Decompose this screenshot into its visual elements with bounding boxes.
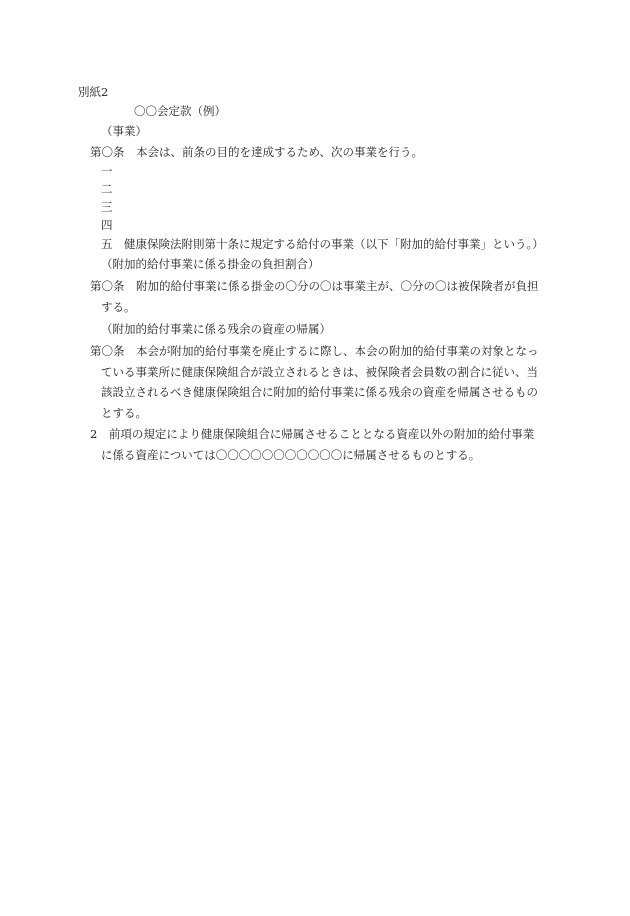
section-heading-contribution: （附加的給付事業に係る掛金の負担割合）: [101, 257, 320, 271]
paragraph-line: 2 前項の規定により健康保険組合に帰属させることとなる資産以外の附加的給付事業: [90, 427, 535, 441]
article-contribution: [90, 276, 539, 317]
list-item: 二: [101, 182, 113, 196]
article-business: 第〇条 本会は、前条の目的を達成するため、次の事業を行う。: [90, 145, 424, 159]
article-residual-assets: [90, 341, 539, 423]
list-item: 三: [101, 200, 113, 214]
list-item: 四: [101, 218, 113, 232]
list-item-additional-benefit: 五 健康保険法附則第十条に規定する給付の事業（以下「附加的給付事業」という。）: [101, 237, 544, 251]
paragraph-line: に係る資産については〇〇〇〇〇〇〇〇〇〇〇に帰属させるものとする。: [101, 447, 481, 462]
article-line: 第〇条 附加的給付事業に係る掛金の〇分の〇は事業主が、〇分の〇は被保険者が負担: [90, 279, 539, 293]
section-heading-residual-assets: （附加的給付事業に係る残余の資産の帰属）: [101, 322, 331, 336]
attachment-label: 別紙2: [78, 85, 109, 99]
paragraph-2: [90, 424, 534, 465]
document-title: 〇〇会定款（例）: [134, 104, 226, 118]
article-line: 第〇条 本会が附加的給付事業を廃止するに際し、本会の附加的給付事業の対象となっ: [90, 344, 539, 358]
article-line: ている事業所に健康保険組合が設立されるときは、被保険者会員数の割合に従い、当: [101, 364, 538, 379]
section-heading-business: （事業）: [101, 124, 147, 138]
article-line: する。: [101, 299, 136, 314]
article-line: とする。: [101, 405, 147, 420]
article-line: 該設立されるべき健康保険組合に附加的給付事業に係る残余の資産を帰属させるもの: [101, 385, 538, 399]
list-item: 一: [101, 164, 113, 178]
